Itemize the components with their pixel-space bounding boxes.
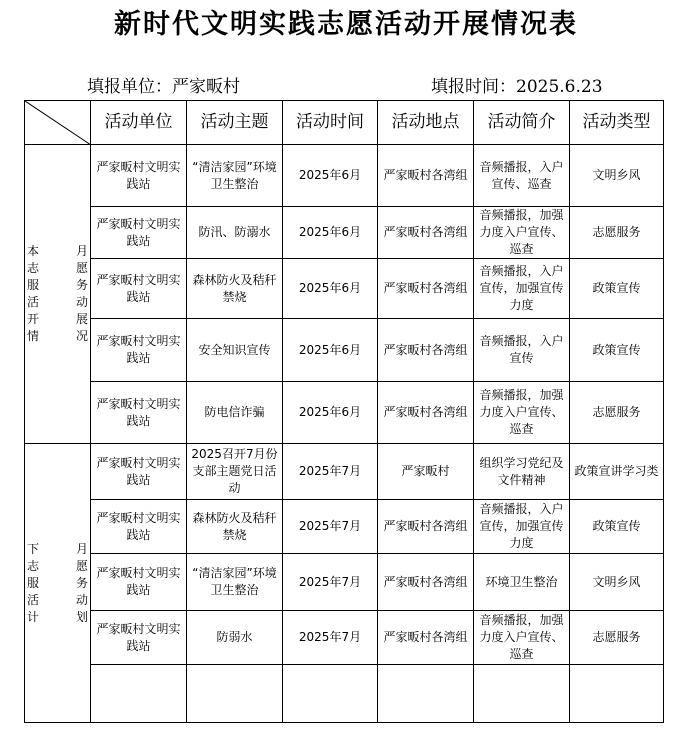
- table-row: [25, 207, 664, 259]
- header-theme: 活动主题: [187, 101, 283, 145]
- cell-intro: 环境卫生整治: [474, 554, 570, 611]
- section-line: 计划: [27, 609, 88, 624]
- cell-type: 政策宣传: [570, 500, 664, 554]
- cell-theme: 森林防火及秸秆禁烧: [187, 259, 283, 319]
- cell-place: 严家畈村: [378, 444, 474, 500]
- cell-theme: 2025召开7月份支部主题党日活动: [187, 444, 283, 500]
- table-row: [25, 554, 664, 611]
- cell-time: 2025年7月: [283, 554, 378, 611]
- section-line: 活动: [27, 592, 88, 607]
- diagonal-corner-cell: [25, 101, 91, 145]
- cell-intro: 音频播报，加强力度入户宣传、巡查: [474, 382, 570, 444]
- page-title: 新时代文明实践志愿活动开展情况表: [114, 9, 578, 40]
- cell-type: 志愿服务: [570, 382, 664, 444]
- cell-theme: “清洁家园”环境卫生整治: [187, 554, 283, 611]
- cell-unit: 严家畈村文明实践站: [91, 145, 187, 207]
- cell-intro: 音频播报，入户宣传: [474, 319, 570, 382]
- cell-type: 政策宣讲学习类: [570, 444, 664, 500]
- cell-unit: 严家畈村文明实践站: [91, 500, 187, 554]
- cell-time: 2025年7月: [283, 444, 378, 500]
- section-line: 开展: [27, 312, 88, 326]
- cell-intro: 音频播报，入户宣传，加强宣传力度: [474, 259, 570, 319]
- table-row-empty: [25, 665, 664, 723]
- cell-place: 严家畈村各湾组: [378, 554, 474, 611]
- cell-unit: 严家畈村文明实践站: [91, 382, 187, 444]
- section-line: 情况: [27, 329, 88, 343]
- cell-place: 严家畈村各湾组: [378, 500, 474, 554]
- section-line: 志愿: [27, 261, 88, 275]
- header-intro: 活动简介: [474, 101, 570, 145]
- cell-empty: [187, 665, 283, 723]
- section-line: 本月: [27, 244, 88, 258]
- section-line: 下月: [27, 541, 88, 556]
- cell-unit: 严家畈村文明实践站: [91, 554, 187, 611]
- section-this-month: [25, 145, 91, 444]
- cell-unit: 严家畈村文明实践站: [91, 444, 187, 500]
- cell-type: 志愿服务: [570, 207, 664, 259]
- cell-empty: [283, 665, 378, 723]
- cell-theme: “清洁家园”环境卫生整治: [187, 145, 283, 207]
- table-row: [25, 444, 664, 500]
- cell-theme: 防弱水: [187, 611, 283, 665]
- cell-place: 严家畈村各湾组: [378, 319, 474, 382]
- cell-intro: 组织学习党纪及文件精神: [474, 444, 570, 500]
- cell-type: 政策宣传: [570, 319, 664, 382]
- header-type: 活动类型: [570, 101, 664, 145]
- section-line: 志愿: [27, 558, 88, 573]
- section-line: 服务: [27, 278, 88, 292]
- cell-theme: 防汛、防溺水: [187, 207, 283, 259]
- cell-unit: 严家畈村文明实践站: [91, 611, 187, 665]
- cell-type: 政策宣传: [570, 259, 664, 319]
- cell-empty: [378, 665, 474, 723]
- cell-empty: [474, 665, 570, 723]
- cell-time: 2025年6月: [283, 145, 378, 207]
- cell-intro: 音频播报，入户宣传、巡查: [474, 145, 570, 207]
- cell-type: 文明乡风: [570, 145, 664, 207]
- cell-place: 严家畈村各湾组: [378, 382, 474, 444]
- table-row: [25, 319, 664, 382]
- cell-time: 2025年6月: [283, 382, 378, 444]
- header-row: [25, 101, 664, 145]
- header-time: 活动时间: [283, 101, 378, 145]
- section-line: 活动: [27, 295, 88, 309]
- reporting-unit: 填报单位：严家畈村: [87, 77, 240, 97]
- cell-theme: 安全知识宣传: [187, 319, 283, 382]
- cell-place: 严家畈村各湾组: [378, 611, 474, 665]
- table-row: [25, 382, 664, 444]
- section-line: 服务: [27, 575, 88, 590]
- section-next-month: [25, 444, 91, 723]
- cell-place: 严家畈村各湾组: [378, 207, 474, 259]
- cell-intro: 音频播报，加强力度入户宣传、巡查: [474, 207, 570, 259]
- header-place: 活动地点: [378, 101, 474, 145]
- table-row: [25, 259, 664, 319]
- cell-time: 2025年7月: [283, 500, 378, 554]
- table-row: [25, 611, 664, 665]
- cell-time: 2025年6月: [283, 207, 378, 259]
- cell-time: 2025年7月: [283, 611, 378, 665]
- cell-unit: 严家畈村文明实践站: [91, 207, 187, 259]
- cell-theme: 防电信诈骗: [187, 382, 283, 444]
- header-unit: 活动单位: [91, 101, 187, 145]
- cell-intro: 音频播报，加强力度入户宣传、巡查: [474, 611, 570, 665]
- cell-unit: 严家畈村文明实践站: [91, 319, 187, 382]
- cell-empty: [91, 665, 187, 723]
- cell-unit: 严家畈村文明实践站: [91, 259, 187, 319]
- cell-type: 文明乡风: [570, 554, 664, 611]
- cell-time: 2025年6月: [283, 259, 378, 319]
- cell-type: 志愿服务: [570, 611, 664, 665]
- reporting-time: 填报时间：2025.6.23: [431, 77, 603, 97]
- cell-empty: [570, 665, 664, 723]
- table-row: [25, 145, 664, 207]
- cell-place: 严家畈村各湾组: [378, 259, 474, 319]
- diagonal-line: [25, 101, 91, 145]
- cell-theme: 森林防火及秸秆禁烧: [187, 500, 283, 554]
- cell-intro: 音频播报，入户宣传，加强宣传力度: [474, 500, 570, 554]
- table-row: [25, 500, 664, 554]
- cell-place: 严家畈村各湾组: [378, 145, 474, 207]
- activity-table: [24, 100, 664, 723]
- cell-time: 2025年6月: [283, 319, 378, 382]
